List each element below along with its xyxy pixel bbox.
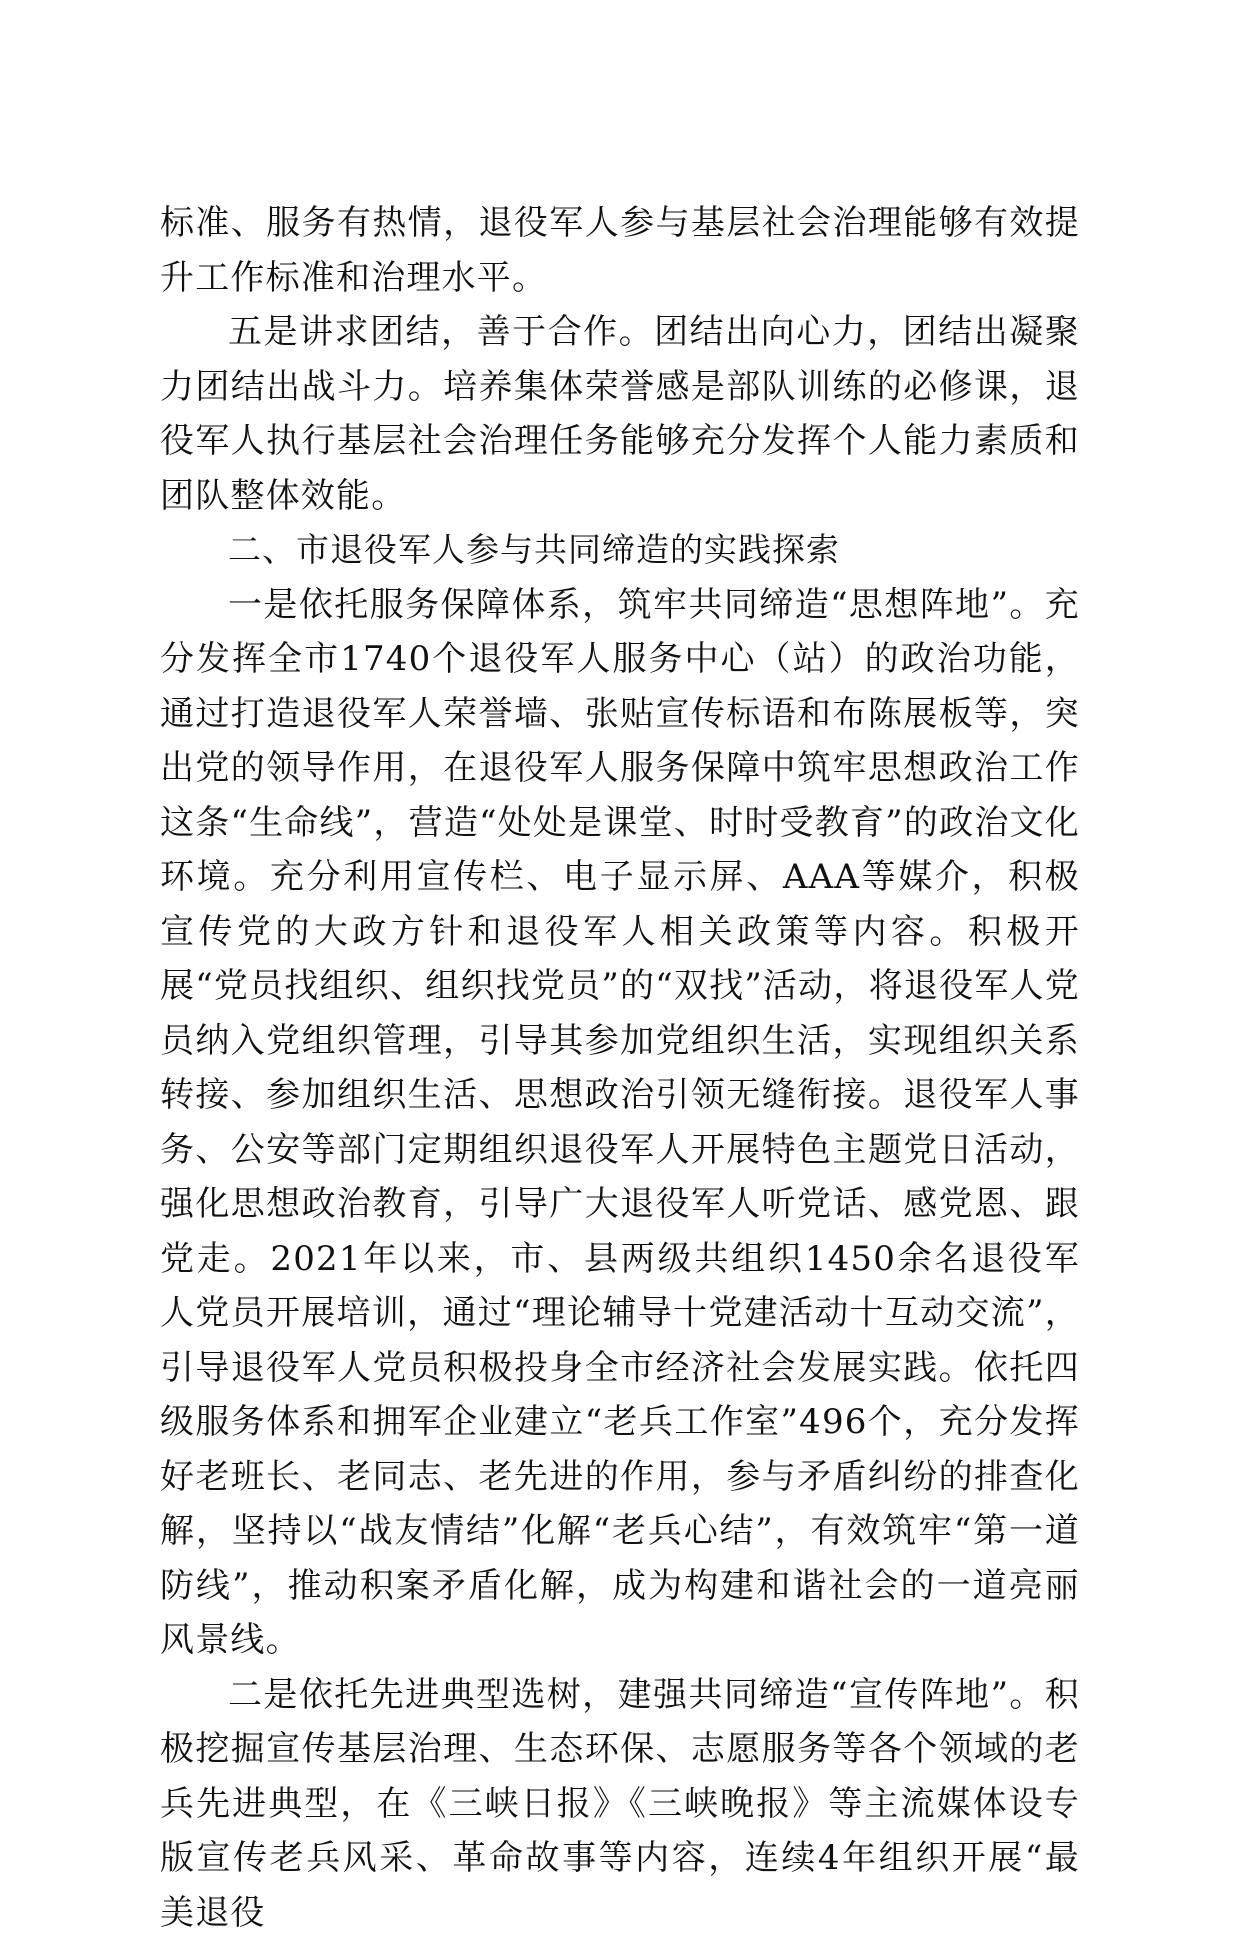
document-body [160, 196, 1080, 1940]
paragraph-unity: 五是讲求团结，善于合作。团结出向心力，团结出凝聚力团结出战斗力。培养集体荣誉感是部队训练的必修课，退役军人执行基层社会治理任务能够充分发挥个人能力素质和团队整体效能。 [160, 305, 1080, 523]
paragraph-publicity-front: 二是依托先进典型选树，建强共同缔造“宣传阵地”。积极挖掘宣传基层治理、生态环保、志愿服务等各个领域的老兵先进典型，在《三峡日报》《三峡晚报》等主流媒体设专版宣传老兵风采、革命故事等内容，连续4年组织开展“最美退役 [160, 1668, 1080, 1940]
section-heading: 二、市退役军人参与共同缔造的实践探索 [160, 523, 1080, 578]
paragraph-continuation: 标准、服务有热情，退役军人参与基层社会治理能够有效提升工作标准和治理水平。 [160, 196, 1080, 305]
paragraph-ideological-front: 一是依托服务保障体系，筑牢共同缔造“思想阵地”。充分发挥全市1740个退役军人服务中心（站）的政治功能，通过打造退役军人荣誉墙、张贴宣传标语和布陈展板等，突出党的领导作用，在退役军人服务保障中筑牢思想政治工作这条“生命线”，营造“处处是课堂、时时受教育”的政治文化环境。充分利用宣传栏、电子显示屏、AAA等媒介，积极宣传党的大政方针和退役军人相关政策等内容。积极开展“党员找组织、组织找党员”的“双找”活动，将退役军人党员纳入党组织管理，引导其参加党组织生活，实现组织关系转接、参加组织生活、思想政治引领无缝衔接。退役军人事务、公安等部门定期组织退役军人开展特色主题党日活动，强化思想政治教育，引导广大退役军人听党话、感党恩、跟党走。2021年以来，市、县两级共组织1450余名退役军人党员开展培训，通过“理论辅导十党建活动十互动交流”，引导退役军人党员积极投身全市经济社会发展实践。依托四级服务体系和拥军企业建立“老兵工作室”496个，充分发挥好老班长、老同志、老先进的作用，参与矛盾纠纷的排查化解，坚持以“战友情结”化解“老兵心结”，有效筑牢“第一道防线”，推动积案矛盾化解，成为构建和谐社会的一道亮丽风景线。 [160, 578, 1080, 1668]
